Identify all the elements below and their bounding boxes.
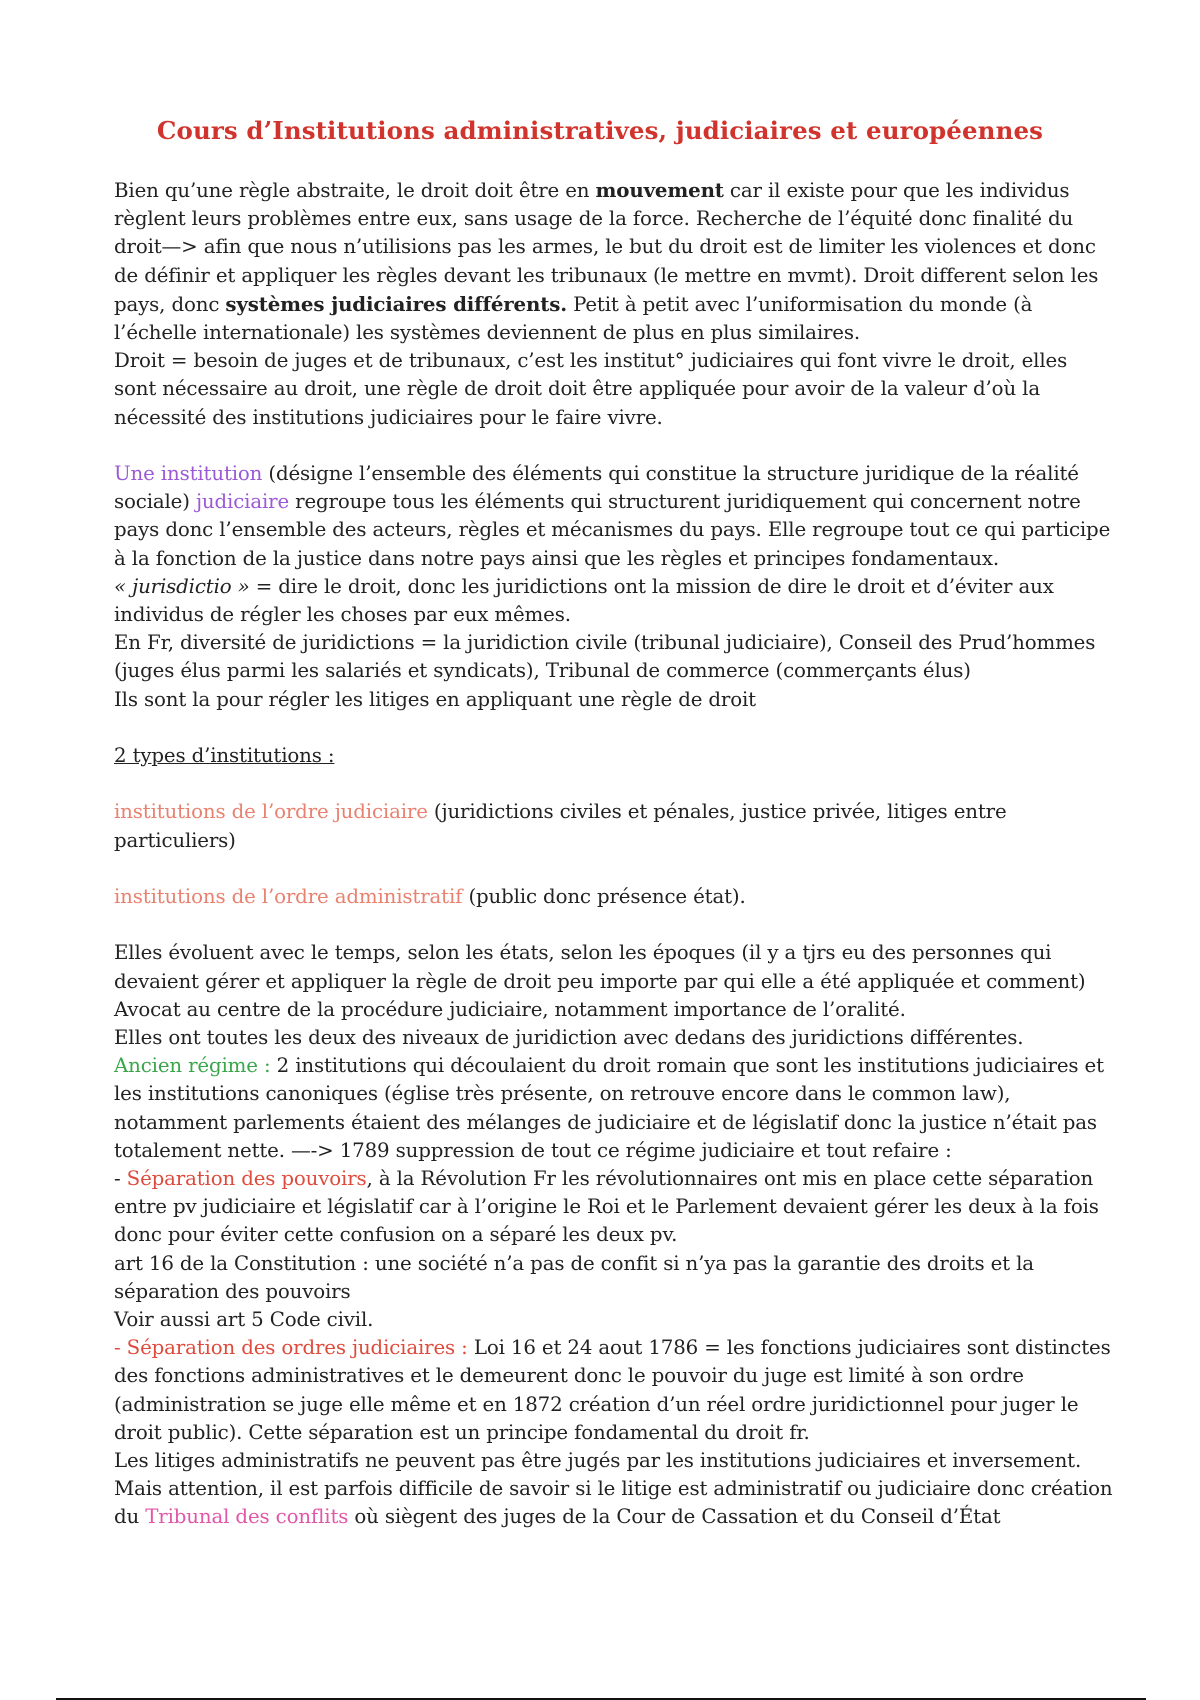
page-title: Cours d’Institutions administratives, judiciaires et européennes	[156, 116, 1044, 145]
separation-pouvoirs-dash: -	[114, 1167, 127, 1191]
separation-ordres-label: - Séparation des ordres judiciaires :	[114, 1336, 468, 1360]
institution-paragraph	[114, 460, 1114, 573]
type-administratif-desc: (public donc présence état).	[462, 885, 746, 909]
attention-text-2: où siègent des juges de la Cour de Cassation et du Conseil d’État	[348, 1505, 1001, 1529]
separation-pouvoirs-paragraph	[114, 1165, 1114, 1250]
avocat-paragraph: Avocat au centre de la procédure judiciaire, notamment importance de l’oralité.	[114, 997, 906, 1021]
jurisdictio-text: = dire le droit, donc les juridictions ont la mission de dire le droit et d’éviter aux individus de régler les choses par eux mêmes.	[114, 574, 1054, 627]
intro-text-1: Bien qu’une règle abstraite, le droit doit être en	[114, 179, 596, 202]
jurisdictio-paragraph	[114, 573, 1114, 629]
spacer	[114, 770, 1114, 798]
voir-art5-paragraph: Voir aussi art 5 Code civil.	[114, 1308, 374, 1332]
type-judiciaire-paragraph	[114, 798, 1114, 854]
intro-bold-systemes: systèmes judiciaires différents.	[225, 291, 567, 316]
intro-text-3: Petit à petit avec l’uniformisation du monde (à l’échelle internationale) les systèmes deviennent de plus en plus similaires.	[114, 292, 1033, 345]
en-fr-paragraph: En Fr, diversité de juridictions = la juridiction civile (tribunal judiciaire), Conseil des Prud’hommes (juges élus parmi les salariés et syndicats), Tribunal de commerce (commerçants élus)	[114, 631, 1096, 683]
intro-paragraph	[114, 176, 1114, 347]
spacer	[114, 855, 1114, 883]
institution-highlight: Une institution	[114, 462, 263, 486]
institution-text-2: regroupe tous les éléments qui structurent juridiquement qui concernent notre pays donc l’ensemble des acteurs, règles et mécanismes du pays. Elle regroupe tout ce qui participe à la fonction de la justice dans notre pays ainsi que les règles et principes fondamentaux.	[114, 490, 1111, 570]
litiges-paragraph: Les litiges administratifs ne peuvent pas être jugés par les institutions judiciaires et inversement.	[114, 1449, 1082, 1473]
deux-niveaux-paragraph: Elles ont toutes les deux des niveaux de juridiction avec dedans des juridictions différentes.	[114, 1026, 1024, 1050]
type-administratif-paragraph	[114, 883, 1114, 911]
judiciaire-highlight: judiciaire	[195, 490, 290, 514]
droit-besoin-paragraph: Droit = besoin de juges et de tribunaux, c’est les institut° judiciaires qui font vivre le droit, elles sont nécessaire au droit, une règle de droit doit être appliquée pour avoir de la valeur d’où la nécessité des institutions judiciaires pour le faire vivre.	[114, 349, 1068, 429]
evolution-paragraph: Elles évoluent avec le temps, selon les états, selon les époques (il y a tjrs eu des personnes qui devaient gérer et appliquer la règle de droit peu importe par qui elle a été appliquée et comment)	[114, 941, 1086, 993]
separation-ordres-paragraph	[114, 1334, 1114, 1447]
institution-text-1: (désigne l’ensemble des éléments qui constitue la structure juridique de la réalité sociale)	[114, 462, 1079, 514]
attention-text-1: Mais attention, il est parfois difficile de savoir si le litige est administratif ou judiciaire donc création du	[114, 1477, 1113, 1529]
spacer	[114, 911, 1114, 939]
ancien-regime-paragraph	[114, 1052, 1114, 1165]
art16-paragraph: art 16 de la Constitution : une société n’a pas de confit si n’ya pas la garantie des droits et la séparation des pouvoirs	[114, 1251, 1034, 1303]
types-heading	[114, 742, 1114, 770]
document-body	[114, 176, 1114, 1532]
separation-pouvoirs-text: , à la Révolution Fr les révolutionnaires ont mis en place cette séparation entre pv judiciaire et législatif car à l’origine le Roi et le Parlement devaient gérer les deux à la fois donc pour éviter cette confusion on a séparé les deux pv.	[114, 1167, 1099, 1247]
type-administratif-label: institutions de l’ordre administratif	[114, 885, 463, 909]
intro-bold-mouvement: mouvement	[595, 178, 724, 202]
type-judiciaire-label: institutions de l’ordre judiciaire	[114, 800, 428, 824]
spacer	[114, 714, 1114, 742]
ancien-regime-text: 2 institutions qui découlaient du droit romain que sont les institutions judiciaires et les institutions canoniques (église très présente, on retrouve encore dans le common law), notamment parlements étaient des mélanges de judiciaire et de législatif donc la justice n’était pas totalement nette. —-> 1789 suppression de tout ce régime judiciaire et tout refaire :	[114, 1054, 1104, 1162]
separation-ordres-text: Loi 16 et 24 aout 1786 = les fonctions judiciaires sont distinctes des fonctions administratives et le demeurent donc le pouvoir du juge est limité à son ordre (administration se juge elle même et en 1872 création d’un réel ordre juridictionnel pour juger le droit public). Cette séparation est un principe fondamental du droit fr.	[114, 1336, 1111, 1444]
ancien-regime-label: Ancien régime :	[114, 1054, 271, 1078]
types-heading-text: 2 types d’institutions :	[114, 744, 335, 768]
separation-pouvoirs-label: Séparation des pouvoirs	[126, 1167, 367, 1191]
type-judiciaire-desc: (juridictions civiles et pénales, justice privée, litiges entre particuliers)	[114, 800, 1007, 852]
jurisdictio-italic: « jurisdictio »	[114, 574, 250, 598]
ils-sont-paragraph: Ils sont la pour régler les litiges en appliquant une règle de droit	[114, 687, 756, 711]
tribunal-conflits-highlight: Tribunal des conflits	[145, 1505, 349, 1529]
spacer	[114, 432, 1114, 460]
attention-paragraph	[114, 1475, 1114, 1531]
intro-text-2: car il existe pour que les individus règlent leurs problèmes entre eux, sans usage de la force. Recherche de l’équité donc finalité du droit—> afin que nous n’utilisions pas les armes, le but du droit est de limiter les violences et donc de définir et appliquer les règles devant les tribunaux (le mettre en mvmt). Droit different selon les pays, donc	[114, 179, 1099, 316]
